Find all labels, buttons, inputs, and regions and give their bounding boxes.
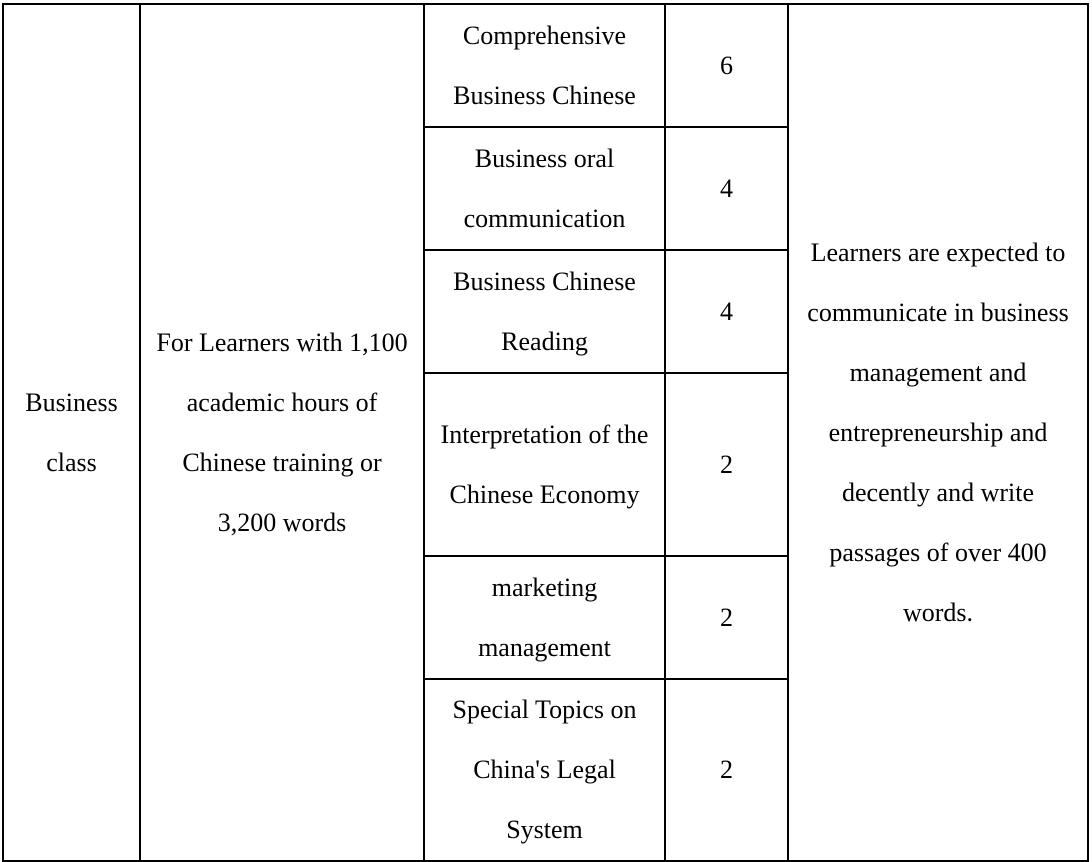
course-name-cell xyxy=(424,250,665,373)
course-name-cell xyxy=(424,4,665,127)
course-credits-cell xyxy=(665,679,788,861)
course-table xyxy=(2,3,1089,862)
course-credits-cell xyxy=(665,4,788,127)
course-credits-cell xyxy=(665,127,788,250)
class-name-cell xyxy=(3,4,140,861)
course-name-cell xyxy=(424,373,665,556)
course-name: Business Chinese Reading xyxy=(453,266,636,356)
course-name: marketing management xyxy=(478,572,611,662)
outcome-text: Learners are expected to communicate in business management and entrepreneurship and decently and write passages of over 400 words. xyxy=(807,237,1069,627)
course-name: Comprehensive Business Chinese xyxy=(453,20,636,110)
prerequisite-cell xyxy=(140,4,424,861)
course-name-cell xyxy=(424,556,665,679)
prerequisite-text: For Learners with 1,100 academic hours of Chinese training or 3,200 words xyxy=(156,327,408,537)
course-credits: 6 xyxy=(720,50,733,80)
course-name-cell xyxy=(424,679,665,861)
course-credits-cell xyxy=(665,250,788,373)
outcome-cell xyxy=(788,4,1088,861)
course-name: Interpretation of the Chinese Economy xyxy=(440,419,649,509)
course-credits: 2 xyxy=(720,602,733,632)
course-credits: 2 xyxy=(720,449,733,479)
course-name-cell xyxy=(424,127,665,250)
course-credits-cell xyxy=(665,556,788,679)
class-name: Business class xyxy=(25,387,118,477)
course-name: Special Topics on China's Legal System xyxy=(452,695,637,844)
course-credits: 2 xyxy=(720,755,733,784)
course-credits: 4 xyxy=(720,173,733,203)
course-credits: 4 xyxy=(720,296,733,326)
course-credits-cell xyxy=(665,373,788,556)
table-row xyxy=(3,4,1088,127)
course-name: Business oral communication xyxy=(463,143,626,233)
